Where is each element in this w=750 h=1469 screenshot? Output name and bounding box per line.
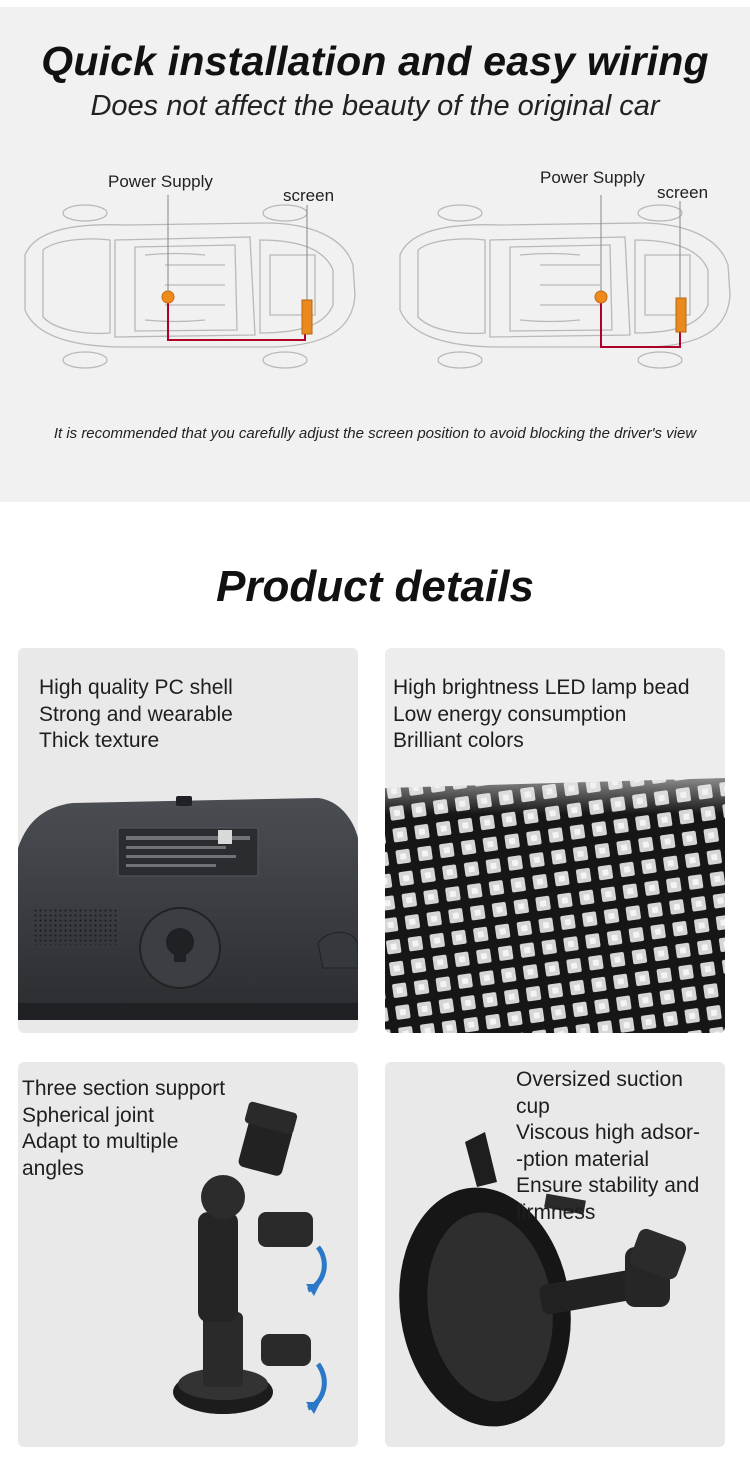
power-supply-label-left: Power Supply xyxy=(108,172,213,191)
panel-4-line-4: -ption material xyxy=(516,1147,650,1171)
screen-label-right: screen xyxy=(657,183,709,202)
panel-1-line-2: Strong and wearable xyxy=(39,702,233,726)
panel-support-arm xyxy=(18,1062,358,1447)
panel-3-line-3: Adapt to multiple xyxy=(22,1130,179,1153)
panel-2-text xyxy=(393,675,690,755)
panel-suction-cup xyxy=(385,1062,725,1447)
panel-4-line-6: firmness xyxy=(516,1200,596,1224)
installation-subtitle: Does not affect the beauty of the original car xyxy=(90,90,660,122)
panel-3-line-2: Spherical joint xyxy=(22,1103,154,1127)
panel-3-line-1: Three section support xyxy=(22,1077,226,1100)
panel-3-line-4: angles xyxy=(22,1156,84,1180)
car-diagram-left xyxy=(15,195,360,380)
car-diagram-right xyxy=(390,195,735,380)
panel-1-line-3: Thick texture xyxy=(39,729,160,752)
panel-4-line-5: Ensure stability and xyxy=(516,1174,700,1197)
panel-2-line-1: High brightness LED lamp bead xyxy=(393,676,690,699)
panel-led-beads xyxy=(385,648,725,1033)
installation-note: It is recommended that you carefully adjust the screen position to avoid blocking the driver's view xyxy=(53,425,697,442)
panel-1-text xyxy=(39,675,233,755)
panel-4-line-2: cup xyxy=(516,1094,550,1118)
panel-4-line-3: Viscous high adsor- xyxy=(516,1121,701,1144)
panel-3-text xyxy=(22,1076,225,1182)
panel-4-line-1: Oversized suction xyxy=(516,1068,683,1091)
panel-2-line-3: Brilliant colors xyxy=(393,729,524,752)
panel-pc-shell xyxy=(18,648,358,1033)
power-supply-label-right: Power Supply xyxy=(540,168,645,187)
panel-1-line-1: High quality PC shell xyxy=(39,676,233,699)
screen-label-left: screen xyxy=(283,186,335,205)
installation-title: Quick installation and easy wiring xyxy=(41,38,709,84)
panel-2-line-2: Low energy consumption xyxy=(393,702,627,726)
panel-4-text xyxy=(516,1067,700,1226)
details-title: Product details xyxy=(216,562,534,611)
